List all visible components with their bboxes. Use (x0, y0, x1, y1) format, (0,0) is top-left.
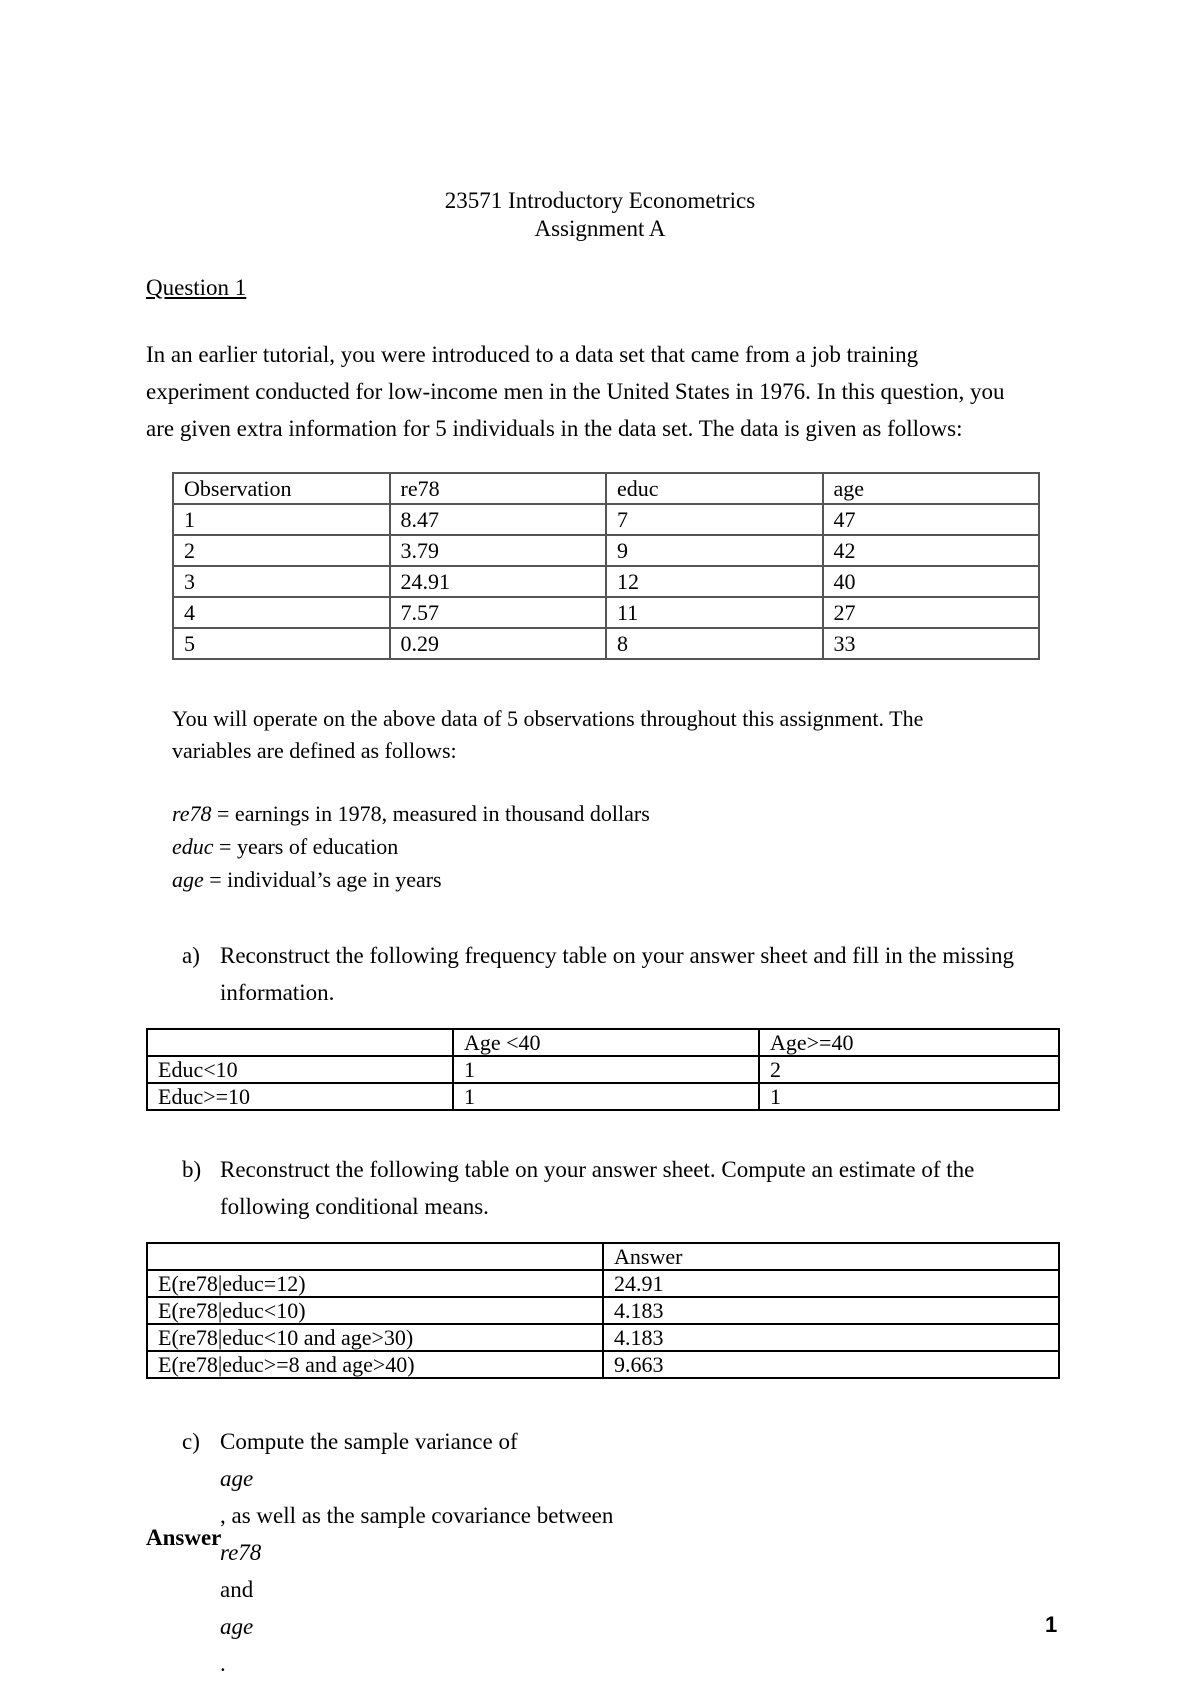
definition-educ (172, 830, 650, 863)
table-cell: 1 (453, 1083, 759, 1110)
table-cell: 33 (823, 628, 1040, 659)
intro-paragraph (146, 336, 1076, 447)
table-cell: 2 (173, 535, 390, 566)
table-cell: E(re78|educ=12) (147, 1270, 603, 1297)
table-cell: 1 (759, 1083, 1059, 1110)
part-label: c) (182, 1429, 200, 1454)
table-cell: 8.47 (390, 504, 607, 535)
table-cell: 4 (173, 597, 390, 628)
part-line: following conditional means. (220, 1194, 489, 1219)
part-line (220, 1571, 1100, 1682)
table-cell: 7 (606, 504, 823, 535)
part-text-segment: Compute the sample variance of (220, 1429, 518, 1454)
part-line: Reconstruct the following frequency table on your answer sheet and fill in the missing (220, 943, 1014, 968)
table-cell: E(re78|educ<10) (147, 1297, 603, 1324)
page-number: 1 (1045, 1612, 1058, 1637)
variable-name: age (220, 1466, 254, 1491)
question-title: Question 1 (146, 275, 247, 300)
table-row (173, 628, 1039, 659)
table-row (147, 1270, 1059, 1297)
part-text-segment: . (220, 1651, 226, 1676)
variable-name: age (220, 1614, 254, 1639)
header-cell: re78 (390, 473, 607, 504)
table-cell: 2 (759, 1056, 1059, 1083)
part-text-segment: , as well as the sample covariance between (220, 1503, 614, 1528)
variable-name: re78 (220, 1540, 262, 1565)
table-row (173, 566, 1039, 597)
header-cell: Age <40 (453, 1029, 759, 1056)
table-cell: 1 (453, 1056, 759, 1083)
table-cell: 12 (606, 566, 823, 597)
header-cell: Answer (603, 1243, 1059, 1270)
table-cell: Educ<10 (147, 1056, 453, 1083)
table-cell: 9.663 (603, 1351, 1059, 1378)
table-cell: Educ>=10 (147, 1083, 453, 1110)
part-line: Reconstruct the following table on your answer sheet. Compute an estimate of the (220, 1157, 975, 1182)
table-cell: 24.91 (390, 566, 607, 597)
definition-text: = years of education (213, 834, 399, 859)
table-cell: 1 (173, 504, 390, 535)
table-cell: 3.79 (390, 535, 607, 566)
table-header-row (147, 1029, 1059, 1056)
table-cell: 40 (823, 566, 1040, 597)
operate-paragraph (172, 703, 923, 767)
part-text (220, 1151, 1100, 1225)
header-cell (147, 1029, 453, 1056)
variable-name: educ (172, 834, 214, 859)
table-row (147, 1324, 1059, 1351)
table-row (173, 597, 1039, 628)
table-header-row (173, 473, 1039, 504)
observation-data-table (172, 472, 1040, 660)
table-cell: 9 (606, 535, 823, 566)
operate-line: You will operate on the above data of 5 observations throughout this assignment. The (172, 706, 924, 731)
variable-name: re78 (172, 801, 212, 826)
answer-heading: Answer (146, 1525, 222, 1550)
table-cell: 3 (173, 566, 390, 597)
part-c (182, 1423, 1100, 1682)
table-cell: 7.57 (390, 597, 607, 628)
table-row (173, 504, 1039, 535)
part-line: information. (220, 980, 335, 1005)
intro-line: are given extra information for 5 individuals in the data set. The data is given as follows: (146, 416, 963, 441)
part-text-segment: and (220, 1577, 254, 1602)
table-cell: 11 (606, 597, 823, 628)
intro-line: experiment conducted for low-income men in the United States in 1976. In this question, you (146, 379, 1005, 404)
part-line (220, 1423, 1100, 1571)
table-row (173, 535, 1039, 566)
variable-definitions (172, 797, 650, 896)
table-cell: 4.183 (603, 1324, 1059, 1351)
part-a (182, 937, 1100, 1011)
frequency-table (146, 1028, 1060, 1111)
operate-line: variables are defined as follows: (172, 738, 457, 763)
table-cell: 0.29 (390, 628, 607, 659)
course-title: 23571 Introductory Econometrics (444, 188, 756, 213)
header-cell: Observation (173, 473, 390, 504)
table-cell: 47 (823, 504, 1040, 535)
table-cell: 5 (173, 628, 390, 659)
conditional-means-table (146, 1242, 1060, 1379)
table-cell: 27 (823, 597, 1040, 628)
definition-text: = earnings in 1978, measured in thousand dollars (211, 801, 650, 826)
header-cell (147, 1243, 603, 1270)
variable-name: age (172, 867, 204, 892)
table-cell: E(re78|educ>=8 and age>40) (147, 1351, 603, 1378)
header-cell: age (823, 473, 1040, 504)
part-label: b) (182, 1157, 202, 1182)
definition-re78 (172, 797, 650, 830)
table-row (147, 1056, 1059, 1083)
table-row (147, 1351, 1059, 1378)
part-label: a) (182, 943, 200, 968)
header-cell: educ (606, 473, 823, 504)
header-cell: Age>=40 (759, 1029, 1059, 1056)
definition-age (172, 863, 650, 896)
part-text (220, 937, 1100, 1011)
table-row (147, 1083, 1059, 1110)
table-cell: 42 (823, 535, 1040, 566)
table-cell: E(re78|educ<10 and age>30) (147, 1324, 603, 1351)
intro-line: In an earlier tutorial, you were introduced to a data set that came from a job training (146, 342, 919, 367)
table-cell: 24.91 (603, 1270, 1059, 1297)
table-header-row (147, 1243, 1059, 1270)
table-row (147, 1297, 1059, 1324)
part-text (220, 1423, 1100, 1682)
table-cell: 4.183 (603, 1297, 1059, 1324)
definition-text: = individual’s age in years (203, 867, 442, 892)
table-cell: 8 (606, 628, 823, 659)
part-b (182, 1151, 1100, 1225)
assignment-title: Assignment A (534, 216, 666, 241)
